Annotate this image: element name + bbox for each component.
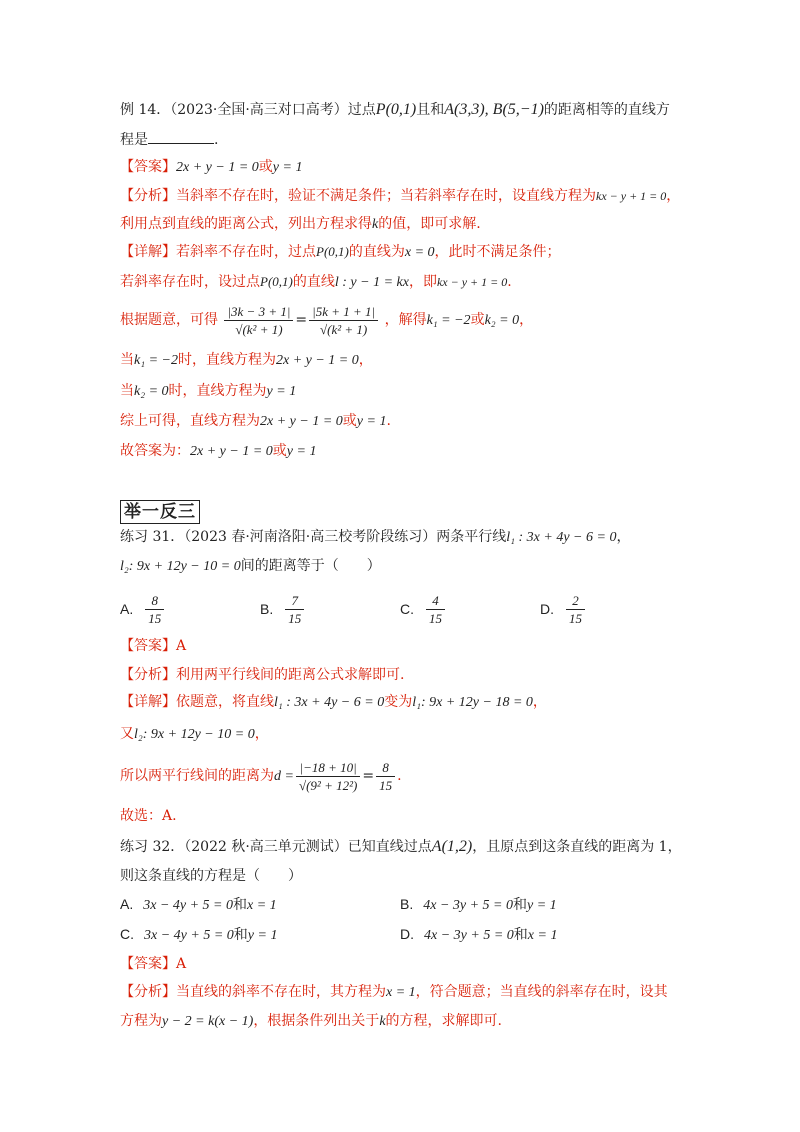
ex14-detail-line3: 根据题意，可得 $\frac{|3k - 3 + 1|}{\text{√(k² + 1)}}$ = $\frac{|5k + 1 + 1|}{\text{√(k² + 1)}}$ ，解得k₁ = −2或k₂ = 0， [120,303,534,337]
ex14-detail-line5: 当k₂ = 0时，直线方程为y = 1 [120,383,297,399]
ex32-answer: 【答案】A [120,956,187,972]
ex14-detail-line6: 综上可得，直线方程为2x + y − 1 = 0或y = 1. [120,413,391,429]
ex31-detail-line3: 所以两平行线间的距离为d = $\frac{|-18 + 10|}{\text{√(9² + 12²)}}$ = $\frac{8}{15}$ . [120,759,402,793]
ex31-option-d[interactable]: D. $\frac{2}{15}$ [540,592,587,627]
distance-fraction: $\frac{|-18 + 10|}{\text{√(9² + 12²)}}$ [296,759,360,794]
ex14-answer: 【答案】2x + y − 1 = 0或y = 1 [120,159,303,175]
ex32-option-a[interactable]: A. 3x − 4y + 5 = 0和x = 1 [120,896,277,913]
ex31-question-line2: l₂: 9x + 12y − 10 = 0间的距离等于（ ） [120,558,381,574]
ex31-final: 故选：A. [120,808,177,824]
ex32-question-line1: 练习 32．（2022 秋·高三单元测试）已知直线过点A(1,2)，且原点到这条直线的距离为 1， [120,838,682,855]
ex31-detail-line1: 【详解】依题意，将直线l₁ : 3x + 4y − 6 = 0变为l₁: 9x + 12y − 18 = 0， [120,694,547,710]
ex32-analysis-line2: 方程为y − 2 = k(x − 1)，根据条件列出关于k的方程，求解即可. [120,1013,502,1029]
section-title: 举一反三 [120,500,200,524]
ex14-analysis-line1: 【分析】当斜率不存在时，验证不满足条件；当若斜率存在时，设直线方程为kx − y + 1 = 0， [120,188,681,204]
ex31-option-b[interactable]: B. $\frac{7}{15}$ [260,592,306,627]
ex32-option-b[interactable]: B. 4x − 3y + 5 = 0和y = 1 [400,896,557,913]
distance-fraction-1: $\frac{|3k - 3 + 1|}{\text{√(k² + 1)}}$ [224,303,293,338]
ex14-detail-line4: 当k₁ = −2时，直线方程为2x + y − 1 = 0， [120,352,373,368]
ex14-final-answer: 故答案为：2x + y − 1 = 0或y = 1 [120,443,317,459]
ex32-question-line2: 则这条直线的方程是（ ） [120,868,302,884]
ex32-option-c[interactable]: C. 3x − 4y + 5 = 0和y = 1 [120,926,278,943]
ex14-detail-line1: 【详解】若斜率不存在时，过点P(0,1)的直线为x = 0，此时不满足条件； [120,244,561,260]
ex14-question-line2: 程是 . [120,129,218,150]
ex31-analysis: 【分析】利用两平行线间的距离公式求解即可. [120,667,405,683]
ex31-detail-line2: 又l₂: 9x + 12y − 10 = 0， [120,726,269,742]
ex14-detail-line2: 若斜率存在时，设过点P(0,1)的直线l : y − 1 = kx，即kx − y + 1 = 0. [120,274,512,290]
distance-fraction-2: $\frac{|5k + 1 + 1|}{\text{√(k² + 1)}}$ [309,303,378,338]
answer-blank [148,129,214,144]
ex31-answer: 【答案】A [120,638,187,654]
ex14-question-line1: 例 14．（2023·全国·高三对口高考）过点P(0,1)且和A(3,3), B(5,−1)的距离相等的直线方 [120,101,670,118]
ex32-option-d[interactable]: D. 4x − 3y + 5 = 0和x = 1 [400,926,558,943]
ex32-analysis-line1: 【分析】当直线的斜率不存在时，其方程为x = 1，符合题意；当直线的斜率存在时，设其 [120,984,668,1000]
ex14-analysis-line2: 利用点到直线的距离公式，列出方程求得k的值，即可求解. [120,216,481,232]
ex31-option-c[interactable]: C. $\frac{4}{15}$ [400,592,447,627]
ex31-question-line1: 练习 31．（2023 春·河南洛阳·高三校考阶段练习）两条平行线l₁ : 3x + 4y − 6 = 0， [120,529,631,545]
result-fraction: $\frac{8}{15}$ [376,759,395,794]
ex31-option-a[interactable]: A. $\frac{8}{15}$ [120,592,166,627]
